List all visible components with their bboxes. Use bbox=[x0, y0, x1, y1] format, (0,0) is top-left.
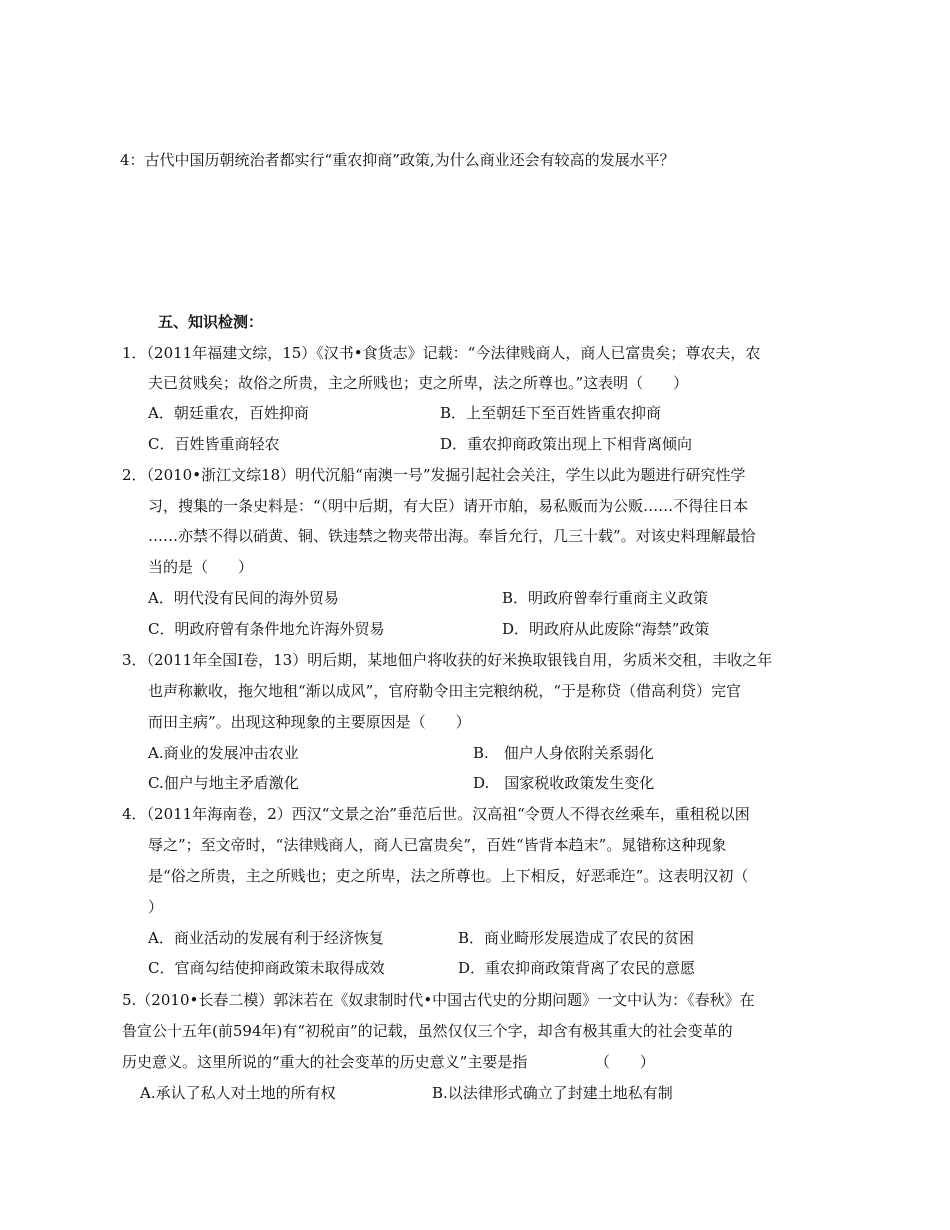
option-b: B．上至朝廷下至百姓皆重农抑商 bbox=[440, 404, 662, 422]
question-stem-line: 而田主病”。出现这种现象的主要原因是（ ） bbox=[148, 713, 471, 731]
option-b: B．明政府曾奉行重商主义政策 bbox=[502, 589, 709, 607]
option-b: B.以法律形式确立了封建土地私有制 bbox=[432, 1084, 673, 1102]
question-stem-line: 夫已贫贱矣；故俗之所贵，主之所贱也；吏之所卑，法之所尊也。”这表明（ ） bbox=[148, 374, 689, 392]
option-c: C．官商勾结使抑商政策未取得成效 bbox=[148, 959, 385, 977]
option-b: B．商业畸形发展造成了农民的贫困 bbox=[458, 929, 695, 947]
option-a: A.承认了私人对土地的所有权 bbox=[140, 1084, 336, 1102]
option-a: A．明代没有民间的海外贸易 bbox=[148, 589, 339, 607]
question-stem-line: 4．（2011年海南卷，2）西汉“文景之治”垂范后世。汉高祖“令贾人不得衣丝乘车，重租税以困 bbox=[122, 805, 750, 823]
option-d: D. 国家税收政策发生变化 bbox=[473, 774, 655, 792]
option-c: C．百姓皆重商轻农 bbox=[148, 435, 280, 453]
option-a: A．商业活动的发展有利于经济恢复 bbox=[148, 929, 384, 947]
question-stem-line: 辱之”；至文帝时，“法律贱商人，商人已富贵矣”，百姓“皆背本趋末”。晁错称这种现象 bbox=[148, 836, 727, 854]
option-b: B. 佃户人身依附关系弱化 bbox=[473, 744, 654, 762]
question-4-open: 4：古代中国历朝统治者都实行“重农抑商”政策,为什么商业还会有较高的发展水平？ bbox=[120, 151, 675, 169]
question-stem-line: ） bbox=[148, 898, 164, 916]
question-stem-line: ……亦禁不得以硝黄、铜、铁违禁之物夹带出海。奉旨允行，几三十载”。对该史料理解最恰 bbox=[148, 527, 756, 545]
option-c: C.佃户与地主矛盾激化 bbox=[148, 774, 299, 792]
section-title: 五、知识检测： bbox=[158, 313, 264, 331]
option-a: A．朝廷重农，百姓抑商 bbox=[148, 404, 309, 422]
question-stem-line: 鲁宣公十五年(前594年)有“初税亩”的记载，虽然仅仅三个字，却含有极其重大的社会变革的 bbox=[122, 1022, 733, 1040]
question-stem-line: 1．（2011年福建文综，15）《汉书•食货志》记载：“今法律贱商人，商人已富贵矣；尊农夫，农 bbox=[122, 344, 761, 362]
question-stem-line: 是“俗之所贵，主之所贱也；吏之所卑，法之所尊也。上下相反，好恶乖迕”。这表明汉初（ bbox=[148, 867, 749, 885]
option-d: D．重农抑商政策出现上下相背离倾向 bbox=[440, 435, 693, 453]
option-c: C．明政府曾有条件地允许海外贸易 bbox=[148, 620, 385, 638]
option-d: D．明政府从此废除“海禁”政策 bbox=[502, 620, 710, 638]
question-stem-line: 习，搜集的一条史料是：“（明中后期，有大臣）请开市舶，易私贩而为公贩……不得往日本 bbox=[148, 497, 749, 515]
question-stem-line: 2．（2010•浙江文综18）明代沉船“南澳一号”发掘引起社会关注，学生以此为题进行研究性学 bbox=[122, 466, 746, 484]
question-stem-line: 也声称歉收，拖欠地租“渐以成风”，官府勒令田主完粮纳税，“于是称贷（借高利贷）完官 bbox=[148, 682, 742, 700]
option-a: A.商业的发展冲击农业 bbox=[148, 744, 299, 762]
question-stem-line: 3．（2011年全国Ⅰ卷，13）明后期，某地佃户将收获的好米换取银钱自用，劣质米交租，丰收之年 bbox=[122, 651, 773, 669]
question-stem-line: 5.（2010•长春二模）郭沫若在《奴隶制时代•中国古代史的分期问题》一文中认为：《春秋》在 bbox=[122, 991, 755, 1009]
question-stem-line: 历史意义。这里所说的“重大的社会变革的历史意义”主要是指 （ ） bbox=[122, 1053, 655, 1071]
option-d: D．重农抑商政策背离了农民的意愿 bbox=[458, 959, 696, 977]
question-stem-line: 当的是（ ） bbox=[148, 558, 254, 576]
